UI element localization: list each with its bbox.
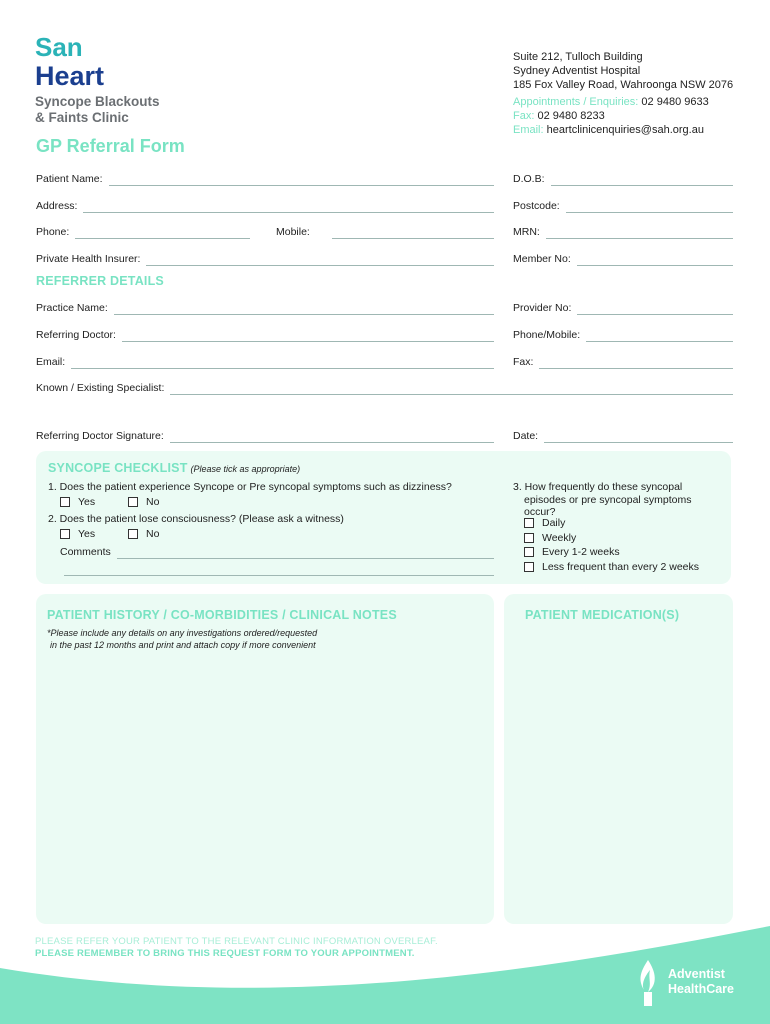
freq-1-2-weeks-checkbox[interactable] [524,547,534,557]
phone-mobile-label: Phone/Mobile: [513,329,581,341]
dob-field[interactable] [513,170,733,186]
logo-subtitle [35,94,160,126]
brand-line1: Adventist [668,967,725,981]
provider-field[interactable] [513,299,733,315]
referrer-email-field[interactable] [36,353,494,369]
syncope-subtitle: (Please tick as appropriate) [190,464,301,474]
phone-line[interactable] [75,226,250,239]
freq-weekly-checkbox[interactable] [524,533,534,543]
question-2: 2. Does the patient lose consciousness? (Please ask a witness) [48,513,344,525]
appointments-label: Appointments / Enquiries: [513,96,639,108]
appointments-phone: 02 9480 9633 [641,96,709,108]
postcode-line[interactable] [566,200,733,213]
address-line[interactable] [83,200,494,213]
mobile-field[interactable] [276,223,494,239]
history-note-line1: *Please include any details on any investigations ordered/requested [47,628,318,638]
member-field[interactable] [513,250,733,266]
logo-subtitle-line2: & Faints Clinic [35,110,129,125]
dob-label: D.O.B: [513,173,545,185]
freq-daily-label: Daily [542,517,566,529]
q1-yes-option[interactable] [60,496,95,508]
freq-1-2-weeks-option[interactable] [524,546,620,558]
q2-yes-checkbox[interactable] [60,529,70,539]
adventist-healthcare-logo [668,967,734,997]
medication-title: PATIENT MEDICATION(S) [525,608,680,622]
question-3-line3: occur? [524,506,556,518]
fax-number: 02 9480 8233 [537,110,605,122]
question-3 [513,481,692,519]
freq-less-checkbox[interactable] [524,562,534,572]
comments-line-2[interactable] [64,575,494,576]
date-label: Date: [513,430,539,442]
insurer-field[interactable] [36,250,494,266]
mrn-field[interactable] [513,223,733,239]
member-label: Member No: [513,253,571,265]
specialist-label: Known / Existing Specialist: [36,382,165,394]
mrn-label: MRN: [513,226,540,238]
address-line1: Suite 212, Tulloch Building [513,51,643,63]
address-line2: Sydney Adventist Hospital [513,65,641,77]
syncope-heading [48,461,300,475]
logo-san: San [35,32,83,62]
practice-field[interactable] [36,299,494,315]
member-line[interactable] [577,253,733,266]
medication-panel[interactable] [504,594,733,924]
signature-line[interactable] [170,430,494,443]
mobile-line[interactable] [332,226,494,239]
freq-daily-option[interactable] [524,517,565,529]
patient-name-field[interactable] [36,170,494,186]
patient-name-line[interactable] [109,173,494,186]
fax-line [513,109,733,123]
freq-less-label: Less frequent than every 2 weeks [542,561,700,573]
q2-no-label: No [146,528,160,540]
referring-doctor-field[interactable] [36,326,494,342]
referrer-fax-label: Fax: [513,356,534,368]
signature-label: Referring Doctor Signature: [36,430,164,442]
history-note-line2: in the past 12 months and print and attach copy if more convenient [50,640,316,650]
q1-yes-checkbox[interactable] [60,497,70,507]
dob-line[interactable] [551,173,733,186]
provider-line[interactable] [577,302,733,315]
specialist-field[interactable] [36,379,733,395]
brand-line2: HealthCare [668,982,734,996]
q2-yes-option[interactable] [60,528,95,540]
q1-no-label: No [146,496,160,508]
question-3-line1: 3. How frequently do these syncopal [513,481,683,493]
postcode-label: Postcode: [513,200,560,212]
footer-reminder: PLEASE REMEMBER TO BRING THIS REQUEST FORM TO YOUR APPOINTMENT. [35,948,415,959]
q2-no-checkbox[interactable] [128,529,138,539]
phone-label: Phone: [36,226,70,238]
provider-label: Provider No: [513,302,572,314]
practice-line[interactable] [114,302,494,315]
freq-weekly-option[interactable] [524,532,576,544]
referrer-section-title: REFERRER DETAILS [36,274,164,288]
address-label: Address: [36,200,78,212]
syncope-title: SYNCOPE CHECKLIST [48,461,188,475]
phone-mobile-field[interactable] [513,326,733,342]
referrer-fax-field[interactable] [513,353,733,369]
mrn-line[interactable] [546,226,733,239]
referring-doctor-line[interactable] [122,329,494,342]
freq-daily-checkbox[interactable] [524,518,534,528]
freq-weekly-label: Weekly [542,532,577,544]
referrer-email-line[interactable] [71,356,494,369]
practice-label: Practice Name: [36,302,108,314]
specialist-line[interactable] [170,382,733,395]
comments-label: Comments [60,546,111,558]
clinic-address [513,50,733,137]
freq-1-2-weeks-label: Every 1-2 weeks [542,546,620,558]
q2-yes-label: Yes [78,528,96,540]
form-title: GP Referral Form [36,136,185,156]
phone-field[interactable] [36,223,250,239]
address-field[interactable] [36,197,494,213]
footer-refer-note: PLEASE REFER YOUR PATIENT TO THE RELEVANT CLINIC INFORMATION OVERLEAF. [35,936,438,947]
address-line3: 185 Fox Valley Road, Wahroonga NSW 2076 [513,79,734,91]
history-title: PATIENT HISTORY / CO-MORBIDITIES / CLINICAL NOTES [47,608,397,622]
referring-doctor-label: Referring Doctor: [36,329,116,341]
mobile-label: Mobile: [276,226,310,238]
insurer-label: Private Health Insurer: [36,253,141,265]
fax-label: Fax: [513,110,535,122]
q1-no-option[interactable] [128,496,159,508]
question-1: 1. Does the patient experience Syncope or Pre syncopal symptoms such as dizziness? [48,481,452,493]
logo-subtitle-line1: Syncope Blackouts [35,94,160,109]
question-3-line2: episodes or pre syncopal symptoms [524,493,692,506]
date-field[interactable] [513,427,733,443]
q1-no-checkbox[interactable] [128,497,138,507]
email-address[interactable]: heartclinicenquiries@sah.org.au [546,124,704,136]
email-line [513,123,733,137]
comments-field[interactable] [60,543,494,559]
logo-heart: Heart [35,61,105,91]
insurer-line[interactable] [146,253,494,266]
date-line[interactable] [544,430,733,443]
referrer-fax-line[interactable] [539,356,733,369]
postcode-field[interactable] [513,197,733,213]
patient-name-label: Patient Name: [36,173,103,185]
freq-less-option[interactable] [524,561,699,573]
referrer-email-label: Email: [36,356,66,368]
email-label: Email: [513,124,544,136]
comments-line[interactable] [117,546,494,559]
signature-field[interactable] [36,427,494,443]
q2-no-option[interactable] [128,528,159,540]
phone-mobile-line[interactable] [586,329,733,342]
q1-yes-label: Yes [78,496,96,508]
appointments-line [513,95,733,109]
